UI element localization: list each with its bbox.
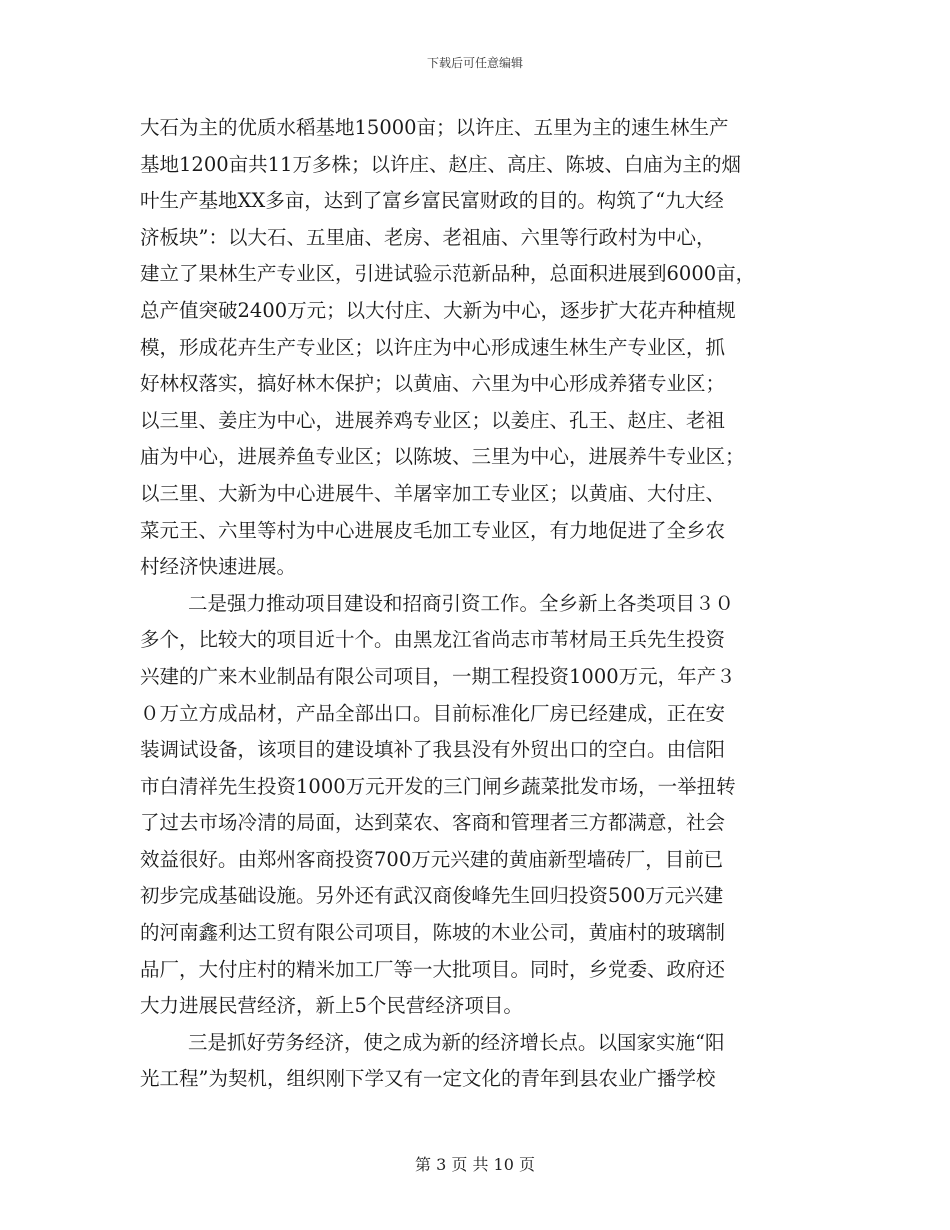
text-line: 装调试设备，该项目的建设填补了我县没有外贸出口的空白。由信阳 <box>140 738 726 762</box>
text-line: 二是强力推动项目建设和招商引资工作。全乡新上各类项目３０ <box>188 591 735 615</box>
text-line: ０万立方成品材，产品全部出口。目前标准化厂房已经建成，正在安 <box>140 701 726 725</box>
text-line: 以三里、大新为中心进展牛、羊屠宰加工专业区；以黄庙、大付庄、 <box>140 481 726 505</box>
text-line: 基地1200亩共11万多株；以许庄、赵庄、高庄、陈坡、白庙为主的烟 <box>140 152 741 176</box>
text-line: 菜元王、六里等村为中心进展皮毛加工专业区，有力地促进了全乡农 <box>140 518 726 542</box>
text-line: 初步完成基础设施。另外还有武汉商俊峰先生回归投资500万元兴建 <box>140 884 724 908</box>
text-line: 好林权落实，搞好林木保护；以黄庙、六里为中心形成养猪专业区； <box>140 372 726 396</box>
text-line: 总产值突破2400万元；以大付庄、大新为中心，逐步扩大花卉种植规 <box>140 298 736 322</box>
text-line: 品厂，大付庄村的精米加工厂等一大批项目。同时，乡党委、政府还 <box>140 957 726 981</box>
page-header: 下载后可任意编辑 <box>426 56 523 70</box>
text-line: 多个，比较大的项目近十个。由黑龙江省尚志市苇材局王兵先生投资 <box>140 628 726 652</box>
text-line: 光工程”为契机，组织刚下学又有一定文化的青年到县农业广播学校 <box>140 1067 716 1091</box>
text-line: 建立了果林生产专业区，引进试验示范新品种，总面积进展到6000亩， <box>140 262 756 286</box>
text-line: 模，形成花卉生产专业区；以许庄为中心形成速生林生产专业区，抓 <box>140 335 726 359</box>
text-line: 大力进展民营经济，新上5个民营经济项目。 <box>140 994 523 1018</box>
text-line: 村经济快速进展。 <box>140 555 297 579</box>
text-line: 的河南鑫利达工贸有限公司项目，陈坡的木业公司，黄庙村的玻璃制 <box>140 921 726 945</box>
text-line: 大石为主的优质水稻基地15000亩；以许庄、五里为主的速生林生产 <box>140 116 729 139</box>
text-line: 庙为中心，进展养鱼专业区；以陈坡、三里为中心，进展养牛专业区； <box>140 445 745 469</box>
text-line: 兴建的广来木业制品有限公司项目，一期工程投资1000万元，年产３ <box>140 664 736 688</box>
text-line: 济板块”：以大石、五里庙、老房、老祖庙、六里等行政村为中心， <box>140 225 716 249</box>
text-line: 三是抓好劳务经济，使之成为新的经济增长点。以国家实施“阳 <box>188 1030 725 1054</box>
text-line: 效益很好。由郑州客商投资700万元兴建的黄庙新型墙砖厂，目前已 <box>140 847 724 871</box>
text-line: 了过去市场冷清的局面，达到菜农、客商和管理者三方都满意，社会 <box>140 811 726 835</box>
text-line: 以三里、姜庄为中心，进展养鸡专业区；以姜庄、孔王、赵庄、老祖 <box>140 408 726 432</box>
text-line: 叶生产基地XX多亩，达到了富乡富民富财政的目的。构筑了“九大经 <box>140 189 724 213</box>
page-number-footer: 第 3 页 共 10 页 <box>415 1155 535 1174</box>
document-body <box>140 110 815 1098</box>
text-line: 市白清祥先生投资1000万元开发的三门闸乡蔬菜批发市场，一举扭转 <box>140 774 736 798</box>
